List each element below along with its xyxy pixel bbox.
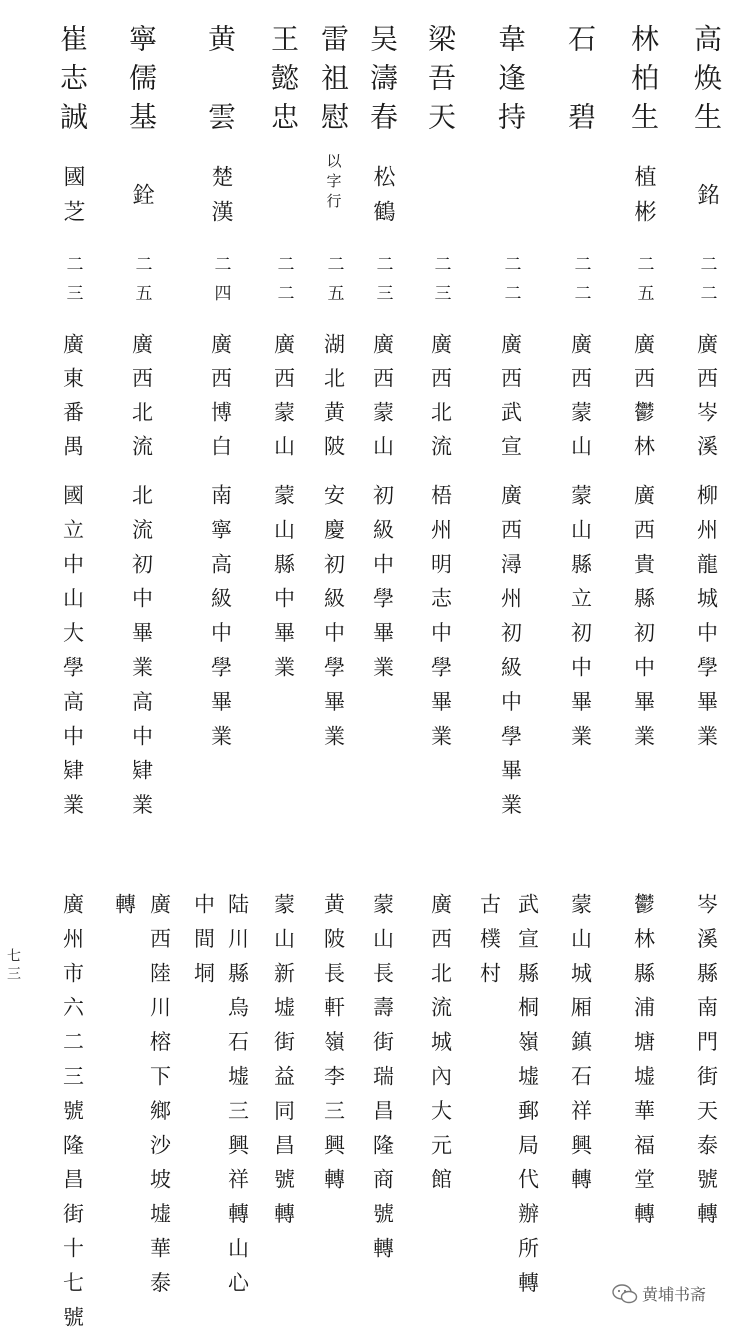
wechat-icon [612, 1284, 638, 1304]
native-place: 廣西博白 [208, 333, 233, 469]
mailing-address: 黄陂長軒嶺李三興轉 [321, 893, 346, 1203]
mailing-address-continued: 轉 [112, 893, 137, 928]
education: 國立中山大學高中肄業 [60, 484, 85, 828]
education: 廣西潯州初級中學畢業 [498, 484, 523, 828]
person-name: 韋逢持 [494, 24, 527, 141]
native-place: 廣西岑溪 [694, 333, 719, 469]
person-name: 王懿忠 [267, 24, 300, 141]
education: 南寧高級中學畢業 [208, 484, 233, 760]
education: 柳州龍城中學畢業 [694, 484, 719, 760]
education: 廣西貴縣初中畢業 [631, 484, 656, 760]
education: 蒙山縣中畢業 [271, 484, 296, 691]
age: 二三 [62, 255, 83, 313]
native-place: 廣西北流 [129, 333, 154, 469]
watermark [612, 1282, 706, 1305]
age: 二二 [696, 255, 717, 313]
native-place: 廣西蒙山 [370, 333, 395, 469]
education: 梧州明志中學畢業 [428, 484, 453, 760]
person-name: 雷祖慰 [317, 24, 350, 141]
native-place: 廣東番禺 [60, 333, 85, 469]
courtesy-name: 植彬 [631, 165, 656, 235]
age: 二五 [633, 255, 654, 313]
mailing-address: 岑溪縣南門街天泰號轉 [694, 893, 719, 1237]
age: 二三 [372, 255, 393, 313]
age: 二五 [323, 255, 344, 313]
mailing-address: 蒙山新墟街益同昌號轉 [271, 893, 296, 1237]
courtesy-name: 國芝 [60, 165, 85, 235]
courtesy-name: 楚漢 [208, 165, 233, 235]
education: 安慶初級中學畢業 [321, 484, 346, 760]
mailing-address-continued: 古樸村 [477, 893, 502, 997]
age: 二三 [430, 255, 451, 313]
mailing-address: 蒙山長壽街瑞昌隆商號轉 [370, 893, 395, 1272]
education: 初級中學畢業 [370, 484, 395, 691]
native-place: 廣西蒙山 [271, 333, 296, 469]
courtesy-name: 以字行 [324, 153, 343, 213]
person-name: 石 碧 [564, 24, 597, 141]
mailing-address: 鬱林縣浦塘墟華福堂轉 [631, 893, 656, 1237]
courtesy-name: 銓 [129, 183, 154, 218]
mailing-address: 廣西北流城內大元館 [428, 893, 453, 1203]
person-name: 崔志誠 [56, 24, 89, 141]
mailing-address-continued: 中間垌 [191, 893, 216, 997]
page-number: 七三 [5, 948, 21, 984]
person-name: 高焕生 [690, 24, 723, 141]
age: 二四 [210, 255, 231, 313]
age: 二二 [273, 255, 294, 313]
mailing-address: 武宣縣桐嶺墟郵局代辦所轉 [515, 893, 540, 1306]
native-place: 廣西鬱林 [631, 333, 656, 469]
native-place: 湖北黄陂 [321, 333, 346, 469]
age: 二二 [500, 255, 521, 313]
mailing-address: 廣西陸川榕下鄉沙坡墟華泰 [147, 893, 172, 1306]
watermark-label: 黄埔书斋 [642, 1285, 707, 1304]
age: 二二 [570, 255, 591, 313]
courtesy-name: 松鶴 [370, 165, 395, 235]
person-name: 林柏生 [627, 24, 660, 141]
person-name: 黄 雲 [204, 24, 237, 141]
education: 北流初中畢業高中肄業 [129, 484, 154, 828]
courtesy-name: 銘 [694, 183, 719, 218]
mailing-address: 蒙山城厢鎮石祥興轉 [568, 893, 593, 1203]
person-name: 寧儒基 [125, 24, 158, 141]
person-name: 吴濤春 [366, 24, 399, 141]
native-place: 廣西武宣 [498, 333, 523, 469]
age: 二五 [131, 255, 152, 313]
education: 蒙山縣立初中畢業 [568, 484, 593, 760]
person-name: 梁吾天 [424, 24, 457, 141]
mailing-address: 陆川縣烏石墟三興祥轉山心 [225, 893, 250, 1306]
native-place: 廣西北流 [428, 333, 453, 469]
mailing-address: 廣州市六二三號隆昌街十七號 [60, 893, 85, 1340]
native-place: 廣西蒙山 [568, 333, 593, 469]
